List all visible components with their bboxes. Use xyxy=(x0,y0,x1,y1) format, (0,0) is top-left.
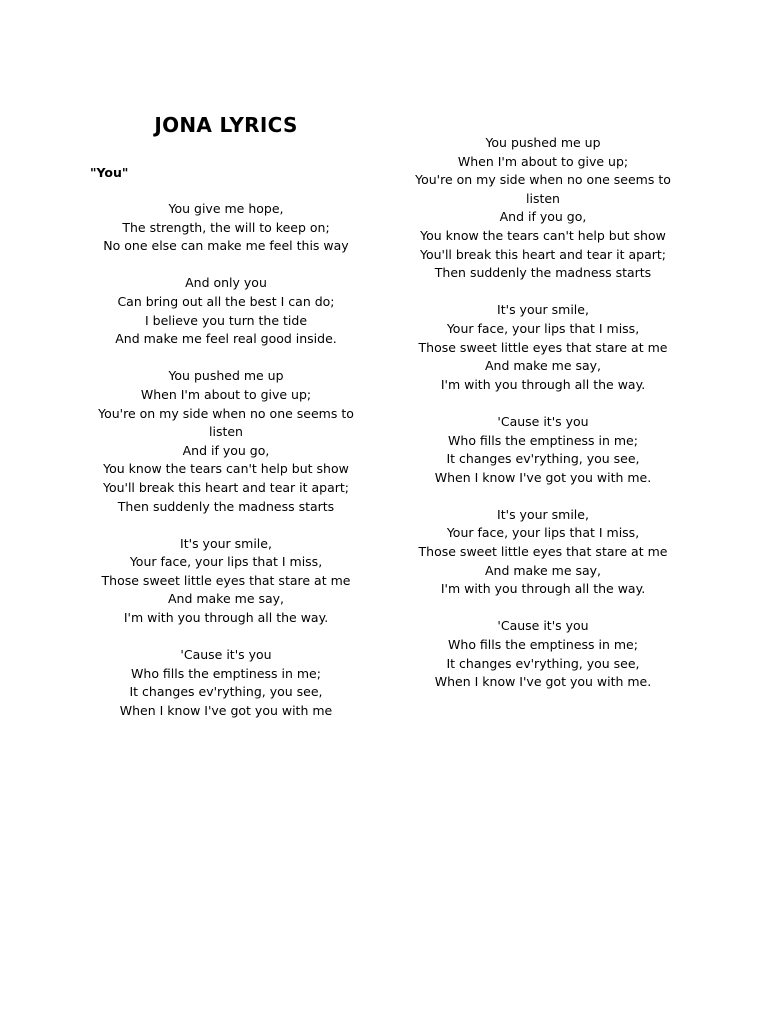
lyrics-line: You'll break this heart and tear it apart; xyxy=(102,479,350,495)
lyrics-line: You know the tears can't help but show xyxy=(103,461,349,477)
lyrics-line: Those sweet little eyes that stare at me xyxy=(418,339,668,355)
lyrics-line: It's your smile, xyxy=(180,535,272,551)
lyrics-line: No one else can make me feel this way xyxy=(103,238,349,254)
lyrics-line: I'm with you through all the way. xyxy=(440,376,646,392)
lyrics-line: I'm with you through all the way. xyxy=(123,610,329,626)
lyrics-line: 'Cause it's you xyxy=(180,647,272,663)
lyrics-stanza xyxy=(90,274,362,348)
lyrics-line: You're on my side when no one seems to listen xyxy=(98,405,354,440)
lyrics-stanza xyxy=(90,200,362,256)
lyrics-line: 'Cause it's you xyxy=(497,413,589,429)
lyrics-stanza xyxy=(406,413,680,487)
lyrics-line: You pushed me up xyxy=(485,135,601,150)
lyrics-line: The strength, the will to keep on; xyxy=(122,219,330,235)
lyrics-line: And make me feel real good inside. xyxy=(115,331,337,347)
lyrics-line: I'm with you through all the way. xyxy=(440,581,646,597)
lyrics-line: Your face, your lips that I miss, xyxy=(446,320,640,336)
lyrics-line: You pushed me up xyxy=(168,368,284,384)
lyrics-stanza xyxy=(406,134,680,283)
lyrics-line: You know the tears can't help but show xyxy=(420,227,666,243)
lyrics-line: Your face, your lips that I miss, xyxy=(129,554,323,570)
lyrics-line: Who fills the emptiness in me; xyxy=(448,637,638,653)
lyrics-stanza xyxy=(406,506,680,599)
lyrics-line: When I'm about to give up; xyxy=(457,153,629,169)
lyrics-stanza xyxy=(90,646,362,720)
lyrics-line: And if you go, xyxy=(499,209,587,225)
lyrics-column-right xyxy=(406,134,680,710)
lyrics-line: And if you go, xyxy=(182,442,270,458)
lyrics-line: Can bring out all the best I can do; xyxy=(117,293,335,309)
lyrics-line: Then suddenly the madness starts xyxy=(434,265,652,281)
lyrics-line: And make me say, xyxy=(167,591,285,607)
lyrics-line: It's your smile, xyxy=(497,302,589,318)
document-title: JONA LYRICS xyxy=(154,113,298,137)
lyrics-stanza xyxy=(406,617,680,691)
lyrics-line: Then suddenly the madness starts xyxy=(117,498,335,514)
lyrics-stanza xyxy=(90,367,362,516)
lyrics-line: And only you xyxy=(185,275,267,291)
lyrics-stanza xyxy=(90,535,362,628)
lyrics-line: You give me hope, xyxy=(168,201,284,216)
lyrics-line: You'll break this heart and tear it apart; xyxy=(419,246,667,262)
lyrics-line: Those sweet little eyes that stare at me xyxy=(418,544,668,560)
lyrics-line: 'Cause it's you xyxy=(497,618,589,634)
lyrics-column-left xyxy=(90,200,362,739)
lyrics-line: Who fills the emptiness in me; xyxy=(448,432,638,448)
lyrics-stanza xyxy=(406,301,680,394)
lyrics-line: It changes ev'rything, you see, xyxy=(446,655,640,671)
lyrics-line: When I know I've got you with me. xyxy=(434,674,652,690)
song-title: "You" xyxy=(90,165,129,180)
lyrics-line: You're on my side when no one seems to listen xyxy=(415,172,671,206)
lyrics-line: When I know I've got you with me xyxy=(119,703,333,719)
lyrics-line: Who fills the emptiness in me; xyxy=(131,665,321,681)
lyrics-line: It changes ev'rything, you see, xyxy=(129,684,323,700)
lyrics-line: It's your smile, xyxy=(497,506,589,522)
lyrics-line: And make me say, xyxy=(484,562,602,578)
lyrics-line: It changes ev'rything, you see, xyxy=(446,451,640,467)
lyrics-line: When I know I've got you with me. xyxy=(434,469,652,485)
lyrics-line: Those sweet little eyes that stare at me xyxy=(101,572,351,588)
lyrics-line: When I'm about to give up; xyxy=(140,386,312,402)
lyrics-line: I believe you turn the tide xyxy=(144,312,308,328)
lyrics-line: And make me say, xyxy=(484,358,602,374)
lyrics-line: Your face, your lips that I miss, xyxy=(446,525,640,541)
